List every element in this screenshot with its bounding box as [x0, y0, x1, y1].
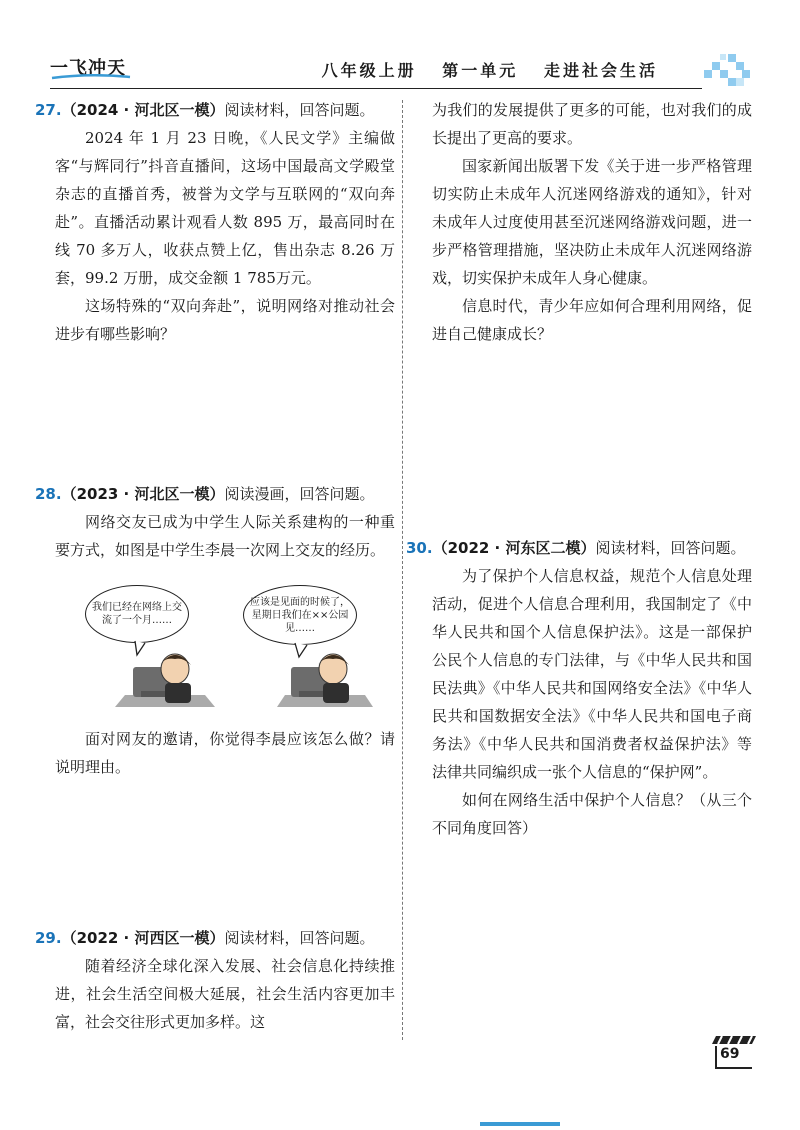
- material-paragraph: 网络交友已成为中学生人际关系建构的一种重要方式，如图是中学生李晨一次网上交友的经历。: [55, 513, 395, 559]
- question-prompt: 阅读漫画，回答问题。: [224, 485, 375, 503]
- question-29-continued: [432, 96, 752, 348]
- chapter-title: 八年级上册 第一单元 走进社会生活: [321, 61, 658, 80]
- question-29-heading: [35, 924, 395, 952]
- question-text: 这场特殊的“双向奔赴”，说明网络对推动社会进步有哪些影响？: [55, 297, 395, 343]
- question-source: （2022 · 河东区二模）: [432, 539, 596, 557]
- question-text: 如何在网络生活中保护个人信息？（从三个不同角度回答）: [432, 791, 752, 837]
- material-paragraph: 为我们的发展提供了更多的可能，也对我们的成长提出了更高的要求。: [432, 101, 752, 147]
- comic-illustration: [65, 585, 375, 710]
- question-30: [406, 534, 752, 842]
- student-at-computer-icon: [65, 585, 375, 710]
- question-29: [35, 924, 395, 1036]
- question-prompt: 阅读材料，回答问题。: [224, 929, 375, 947]
- bottom-accent-bar: [480, 1122, 560, 1126]
- speech-bubble-left: 我们已经在网络上交流了一个月……: [85, 585, 189, 643]
- question-text: 信息时代，青少年应如何合理利用网络，促进自己健康成长？: [432, 297, 752, 343]
- question-text: 面对网友的邀请，你觉得李晨应该怎么做？请说明理由。: [55, 730, 395, 776]
- material-paragraph: 2024 年 1 月 23 日晚，《人民文学》主编做客“与辉同行”抖音直播间，这场中国最高文学殿堂杂志的直播首秀，被誉为文学与互联网的“双向奔赴”。直播活动累计观看人数 895 万，最高同时在线 70 多万人，收获点赞上亿，售出杂志 8.26 万套，99.2 万册，成交金额 1 785万元。: [55, 129, 395, 287]
- material-paragraph: 为了保护个人信息权益，规范个人信息处理活动，促进个人信息合理利用，我国制定了《中华人民共和国个人信息保护法》。这是一部保护公民个人信息的专门法律，与《中华人民共和国民法典》《中华人民共和国网络安全法》《中华人民共和国数据安全法》《中华人民共和国电子商务法》《中华人民共和国消费者权益保护法》等法律共同编织成一张个人信息的“保护网”。: [432, 567, 752, 781]
- question-source: （2022 · 河西区一模）: [61, 929, 225, 947]
- material-paragraph: 国家新闻出版署下发《关于进一步严格管理切实防止未成年人沉迷网络游戏的通知》，针对未成年人过度使用甚至沉迷网络游戏问题，进一步严格管理措施，坚决防止未成年人沉迷网络游戏，切实保护未成年人身心健康。: [432, 157, 752, 287]
- question-source: （2023 · 河北区一模）: [61, 485, 225, 503]
- question-number: 28.: [35, 485, 62, 503]
- material-paragraph: 随着经济全球化深入发展、社会信息化持续推进，社会生活空间极大延展，社会生活内容更加丰富，社会交往形式更加多样。这: [55, 957, 395, 1031]
- question-number: 27.: [35, 101, 62, 119]
- question-prompt: 阅读材料，回答问题。: [224, 101, 375, 119]
- question-number: 29.: [35, 929, 62, 947]
- column-divider: [402, 100, 403, 1040]
- question-27-heading: [35, 96, 395, 124]
- question-number: 30.: [406, 539, 433, 557]
- question-28: [35, 480, 395, 776]
- question-27: [35, 96, 395, 348]
- question-30-heading: [406, 534, 752, 562]
- checker-pattern-icon: [704, 54, 750, 86]
- question-28-heading: [35, 480, 395, 508]
- page-header: [50, 52, 750, 86]
- page-number-badge: [712, 1030, 758, 1072]
- page-number: 69: [720, 1046, 740, 1062]
- question-prompt: 阅读材料，回答问题。: [595, 539, 746, 557]
- question-source: （2024 · 河北区一模）: [61, 101, 225, 119]
- brand-logo: 一飞冲天: [50, 58, 126, 79]
- header-rule: [50, 88, 702, 89]
- logo-swoosh-icon: [50, 74, 132, 80]
- speech-bubble-right: 应该是见面的时候了，星期日我们在××公园见……: [243, 585, 357, 645]
